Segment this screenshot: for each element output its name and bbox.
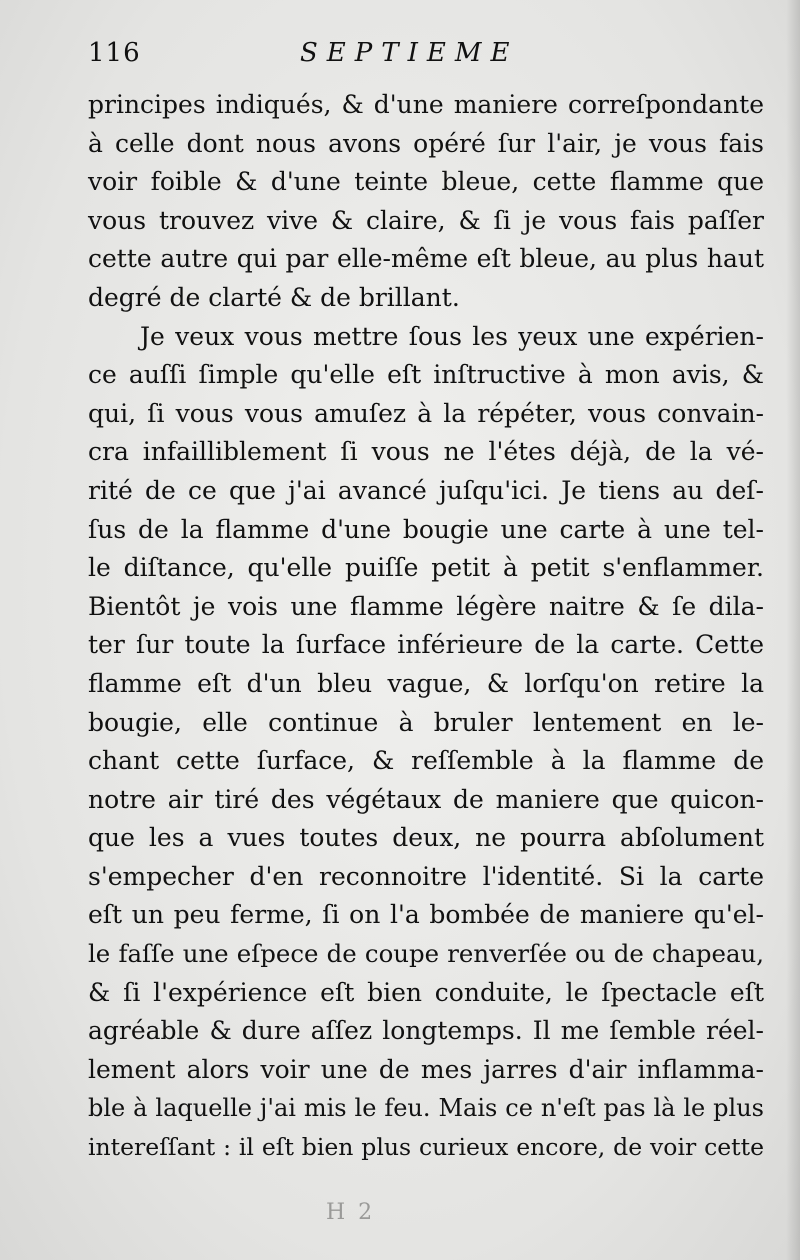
page-header: [88, 38, 768, 78]
text-line: flamme eſt d'un bleu vague, & lorſqu'on retire la: [88, 668, 764, 698]
page-edge-shadow: [786, 0, 800, 1260]
text-line: principes indiqués, & d'une maniere correſpondante: [88, 90, 764, 119]
text-line: bougie, elle continue à bruler lentement en le-: [88, 707, 764, 737]
text-line: qui, ſi vous vous amuſez à la répéter, vous convain-: [88, 398, 764, 428]
text-line: eſt un peu ferme, ſi on l'a bombée de maniere qu'el-: [88, 900, 764, 930]
text-line: cra infailliblement ſi vous ne l'étes déjà, de la vé-: [88, 437, 764, 467]
text-line: s'empecher d'en reconnoitre l'identité. Si la carte: [88, 861, 764, 891]
text-line: rité de ce que j'ai avancé juſqu'ici. Je tiens au deſ-: [88, 475, 764, 505]
text-line: lement alors voir une de mes jarres d'air inflamma-: [88, 1054, 764, 1084]
text-line: notre air tiré des végétaux de maniere que quicon-: [88, 784, 764, 814]
text-line: degré de clarté & de brillant.: [88, 282, 460, 312]
signature-mark: H 2: [326, 1200, 376, 1225]
text-line: à celle dont nous avons opéré ſur l'air, je vous fais: [88, 128, 764, 158]
page-number: 116: [88, 38, 141, 68]
text-line: que les a vues toutes deux, ne pourra abſolument: [88, 823, 764, 853]
text-line: le faſſe une eſpece de coupe renverſée ou de chapeau,: [88, 939, 764, 969]
text-line: ſus de la flamme d'une bougie une carte à une tel-: [88, 514, 764, 544]
text-line: Je veux vous mettre ſous les yeux une expérien-: [140, 321, 764, 351]
text-line: cette autre qui par elle-même eſt bleue, au plus haut: [88, 244, 764, 274]
text-line: intereſſant : il eſt bien plus curieux encore, de voir cette: [88, 1133, 764, 1162]
text-line: le diſtance, qu'elle puiſſe petit à petit s'enflammer.: [88, 553, 764, 583]
body-text: [88, 86, 764, 1167]
text-line: ble à laquelle j'ai mis le feu. Mais ce n'eſt pas là le plus: [88, 1094, 764, 1123]
text-line: Bientôt je vois une flamme légère naitre & ſe dila-: [88, 591, 764, 621]
text-line: agréable & dure aſſez longtemps. Il me ſemble réel-: [88, 1016, 764, 1046]
text-line: voir foible & d'une teinte bleue, cette flamme que: [88, 167, 764, 197]
text-line: ce auſſi ſimple qu'elle eſt inſtructive à mon avis, &: [88, 360, 764, 390]
text-line: chant cette ſurface, & reſſemble à la flamme de: [88, 746, 764, 776]
text-line: & ſi l'expérience eſt bien conduite, le ſpectacle eſt: [88, 977, 764, 1007]
running-title: SEPTIEME: [300, 38, 519, 68]
text-line: vous trouvez vive & claire, & ſi je vous fais paſſer: [88, 205, 764, 235]
text-line: ter ſur toute la ſurface inférieure de la carte. Cette: [88, 630, 764, 660]
